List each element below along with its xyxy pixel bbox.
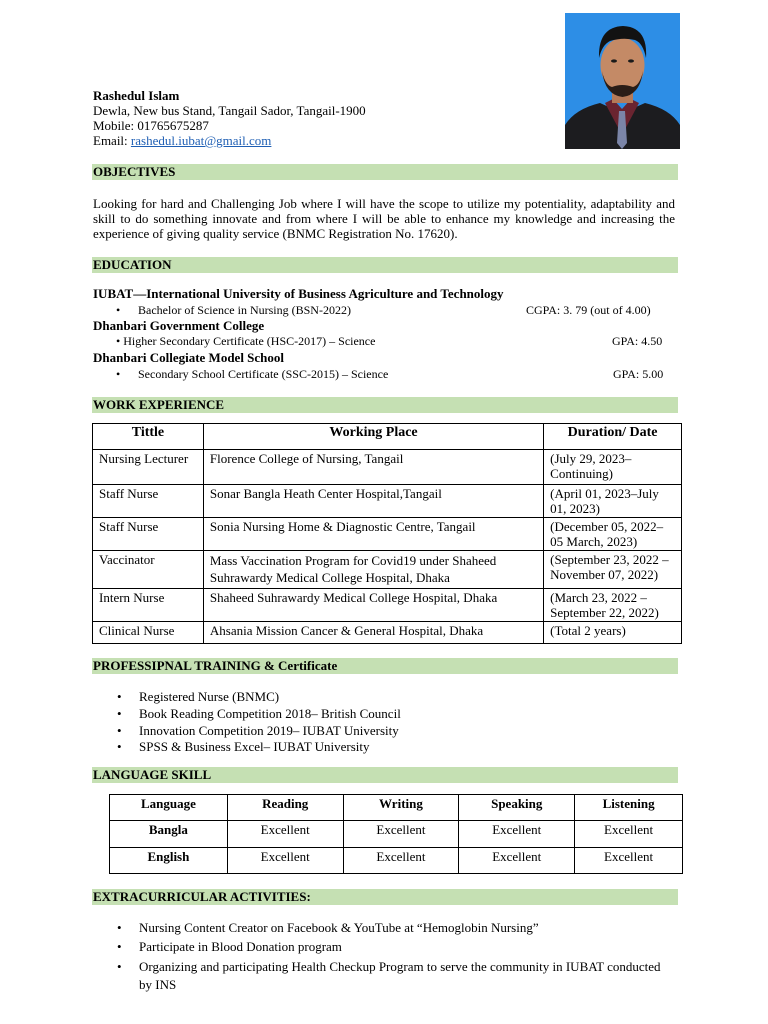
table-row (110, 848, 683, 874)
work-place: Mass Vaccination Program for Covid19 under Shaheed Suhrawardy Medical College Hospital, Dhaka (203, 551, 543, 589)
language-name: Bangla (110, 821, 228, 848)
education-institution: IUBAT—International University of Business Agriculture and Technology (93, 286, 504, 301)
work-duration: (December 05, 2022–05 March, 2023) (544, 518, 682, 551)
email-link[interactable]: rashedul.iubat@gmail.com (130, 133, 272, 148)
table-row (93, 518, 682, 551)
column-header: Reading (227, 795, 343, 821)
column-header: Working Place (203, 424, 543, 450)
work-title: Clinical Nurse (93, 622, 204, 644)
education-degree: • Higher Secondary Certificate (HSC-2017) – Science (116, 334, 376, 348)
work-heading: WORK EXPERIENCE (92, 397, 678, 413)
list-item: • Registered Nurse (BNMC) (139, 689, 279, 704)
list-item: • Organizing and participating Health Checkup Program to serve the community in IUBAT conducted by INS (139, 958, 669, 994)
skill-level: Excellent (227, 821, 343, 848)
skill-level: Excellent (343, 821, 459, 848)
education-grade: GPA: 4.50 (612, 334, 663, 348)
training-heading: PROFESSIPNAL TRAINING & Certificate (92, 658, 678, 674)
extracurricular-heading: EXTRACURRICULAR ACTIVITIES: (92, 889, 678, 905)
work-duration: (September 23, 2022 – November 07, 2022) (544, 551, 682, 589)
education-grade: CGPA: 3. 79 (out of 4.00) (526, 303, 651, 317)
column-header: Tittle (93, 424, 204, 450)
education-degree: • Bachelor of Science in Nursing (BSN-2022) (138, 303, 351, 318)
language-name: English (110, 848, 228, 874)
work-title: Vaccinator (93, 551, 204, 589)
skill-level: Excellent (575, 848, 683, 874)
skill-level: Excellent (459, 821, 575, 848)
education-grade: GPA: 5.00 (613, 367, 664, 381)
list-item: • Book Reading Competition 2018– British Council (139, 706, 401, 721)
table-row (93, 622, 682, 644)
work-title: Nursing Lecturer (93, 450, 204, 485)
column-header: Speaking (459, 795, 575, 821)
work-duration: (March 23, 2022 – September 22, 2022) (544, 589, 682, 622)
work-title: Staff Nurse (93, 518, 204, 551)
skill-level: Excellent (227, 848, 343, 874)
email-line (93, 133, 271, 148)
table-header-row (110, 795, 683, 821)
objectives-text: Looking for hard and Challenging Job where I will have the scope to utilize my potentiality, adaptability and skill to do something innovate and from where I will be able to enhance my knowledge and increasing the experience of giving quality service (BNMC Registration No. 17620). (93, 196, 675, 241)
table-row (110, 821, 683, 848)
work-duration: (July 29, 2023–Continuing) (544, 450, 682, 485)
table-row (93, 485, 682, 518)
education-institution: Dhanbari Government College (93, 318, 265, 333)
skill-level: Excellent (459, 848, 575, 874)
list-item: • Nursing Content Creator on Facebook & YouTube at “Hemoglobin Nursing” (139, 920, 539, 935)
education-degree-text: Higher Secondary Certificate (HSC-2017) – Science (123, 334, 376, 348)
work-title: Intern Nurse (93, 589, 204, 622)
column-header: Writing (343, 795, 459, 821)
work-duration: (April 01, 2023–July 01, 2023) (544, 485, 682, 518)
table-header-row (93, 424, 682, 450)
objectives-heading: OBJECTIVES (92, 164, 678, 180)
column-header: Language (110, 795, 228, 821)
work-place: Sonar Bangla Heath Center Hospital,Tangail (203, 485, 543, 518)
list-item: • Participate in Blood Donation program (139, 939, 342, 954)
list-item: • SPSS & Business Excel– IUBAT University (139, 739, 370, 754)
candidate-name: Rashedul Islam (93, 88, 180, 103)
email-label: Email: (93, 133, 131, 148)
education-heading: EDUCATION (92, 257, 678, 273)
profile-photo (565, 13, 680, 149)
work-duration: (Total 2 years) (544, 622, 682, 644)
language-heading: LANGUAGE SKILL (92, 767, 678, 783)
skill-level: Excellent (575, 821, 683, 848)
work-place: Florence College of Nursing, Tangail (203, 450, 543, 485)
work-place: Sonia Nursing Home & Diagnostic Centre, Tangail (203, 518, 543, 551)
work-place: Shaheed Suhrawardy Medical College Hospital, Dhaka (203, 589, 543, 622)
mobile: Mobile: 01765675287 (93, 118, 209, 133)
education-degree: • Secondary School Certificate (SSC-2015) – Science (138, 367, 388, 382)
table-row (93, 450, 682, 485)
skill-level: Excellent (343, 848, 459, 874)
work-place: Ahsania Mission Cancer & General Hospital, Dhaka (203, 622, 543, 644)
table-row (93, 589, 682, 622)
language-skill-table (109, 794, 683, 874)
column-header: Duration/ Date (544, 424, 682, 450)
table-row (93, 551, 682, 589)
address: Dewla, New bus Stand, Tangail Sador, Tangail-1900 (93, 103, 366, 118)
column-header: Listening (575, 795, 683, 821)
work-title: Staff Nurse (93, 485, 204, 518)
education-institution: Dhanbari Collegiate Model School (93, 350, 285, 365)
list-item: • Innovation Competition 2019– IUBAT University (139, 723, 399, 738)
work-experience-table (92, 423, 682, 644)
